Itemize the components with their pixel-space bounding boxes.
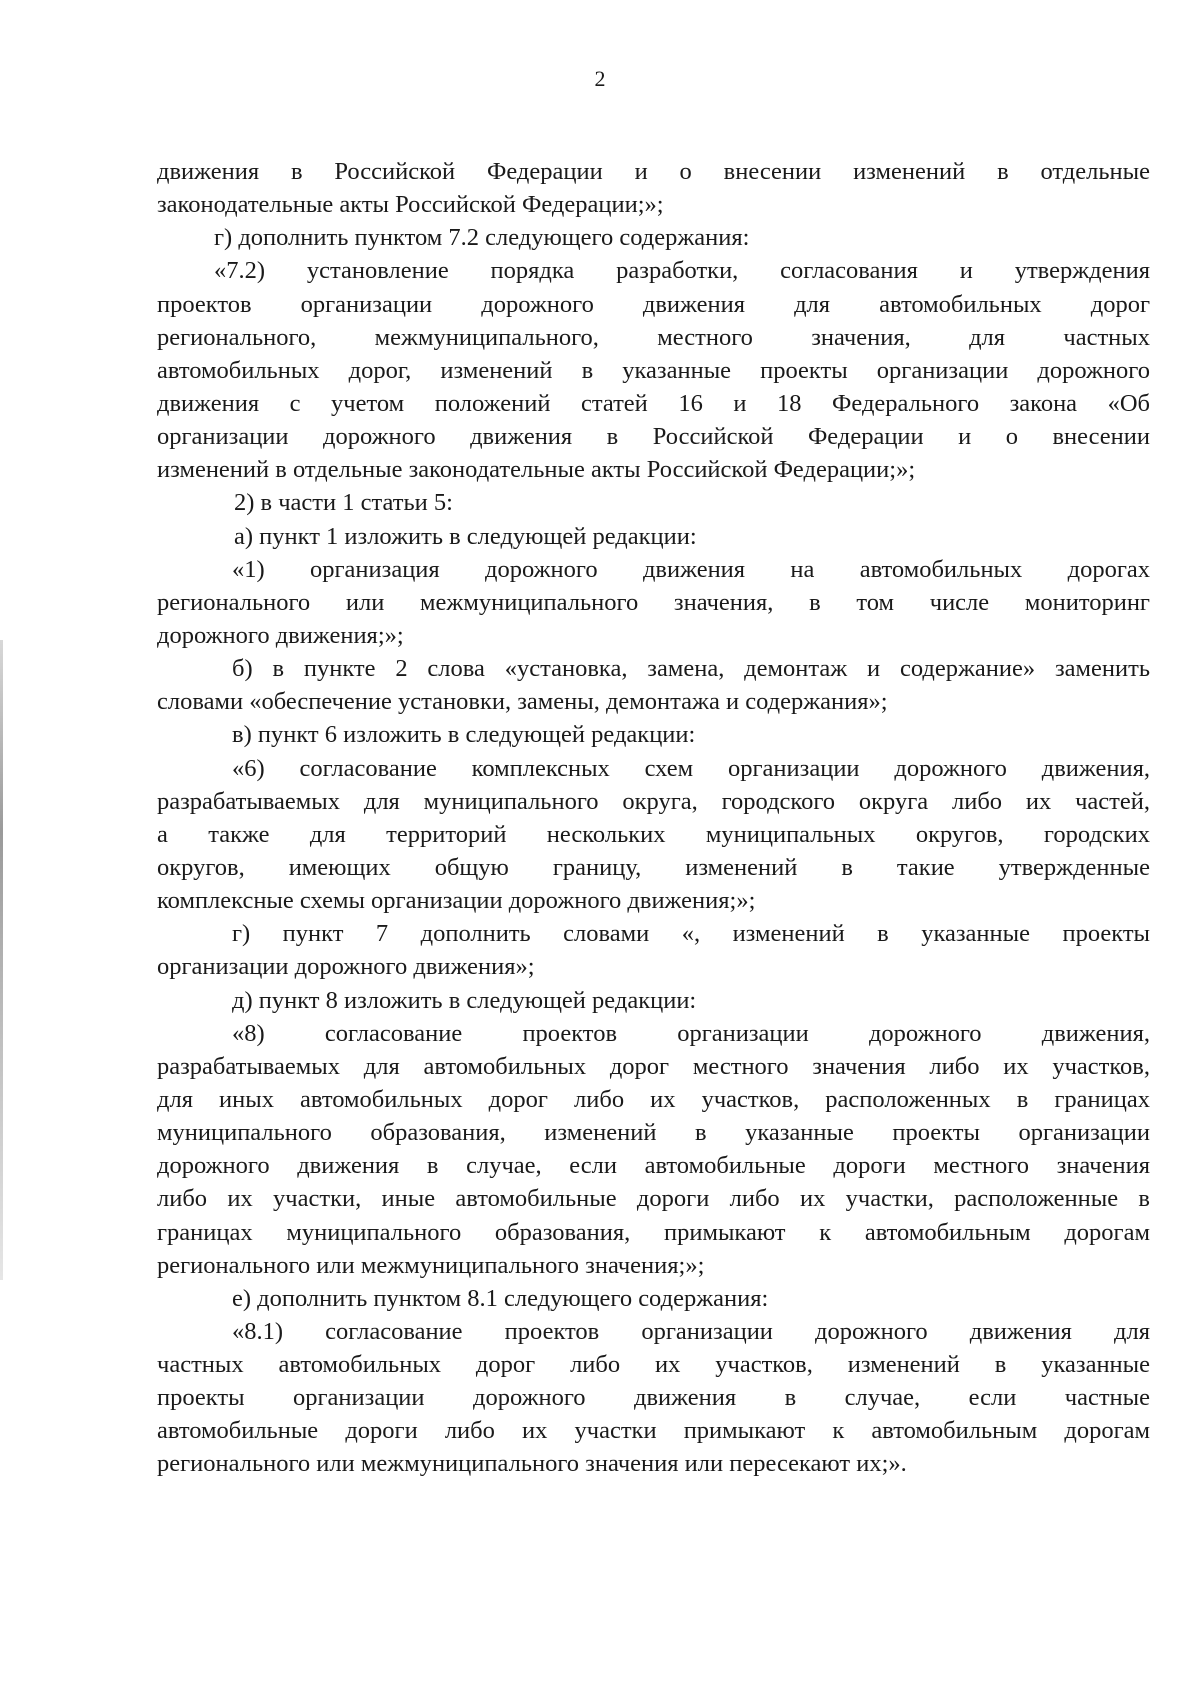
text-line: «6) согласование комплексных схем организации дорожного движения, [232,754,1150,782]
text-line: г) дополнить пунктом 7.2 следующего содержания: [214,224,750,252]
text-line: комплексные схемы организации дорожного движения;»; [157,887,756,915]
text-line: регионального или межмуниципального значения, в том числе мониторинг [157,588,1150,616]
text-line: разрабатываемых для автомобильных дорог местного значения либо их участков, [157,1052,1150,1080]
text-line: автомобильные дороги либо их участки примыкают к автомобильным дорогам [157,1417,1150,1445]
text-line: проектов организации дорожного движения для автомобильных дорог [157,290,1150,318]
text-line: округов, имеющих общую границу, изменений в такие утвержденные [157,853,1150,881]
text-line: регионального или межмуниципального значения;»; [157,1251,705,1279]
text-line: е) дополнить пунктом 8.1 следующего содержания: [232,1284,769,1312]
text-line: д) пункт 8 изложить в следующей редакции: [232,986,697,1014]
text-line: автомобильных дорог, изменений в указанные проекты организации дорожного [157,356,1150,384]
text-line: либо их участки, иные автомобильные дороги либо их участки, расположенные в [157,1185,1150,1213]
text-line: а) пункт 1 изложить в следующей редакции: [234,522,697,550]
text-line: изменений в отдельные законодательные акты Российской Федерации;»; [157,456,916,484]
text-line: «8.1) согласование проектов организации дорожного движения для [232,1317,1150,1345]
text-line: регионального, межмуниципального, местного значения, для частных [157,323,1150,351]
text-line: регионального или межмуниципального значения или пересекают их;». [157,1450,907,1478]
text-line: организации дорожного движения в Российской Федерации и о внесении [157,423,1150,451]
text-line: организации дорожного движения»; [157,953,535,981]
text-line: а также для территорий нескольких муниципальных округов, городских [157,820,1150,848]
text-line: 2) в части 1 статьи 5: [234,489,453,517]
text-line: для иных автомобильных дорог либо их участков, расположенных в границах [157,1085,1150,1113]
page-number: 2 [594,66,606,91]
text-line: «1) организация дорожного движения на автомобильных дорогах [232,555,1150,583]
text-line: словами «обеспечение установки, замены, демонтажа и содержания»; [157,688,888,716]
text-line: «7.2) установление порядка разработки, согласования и утверждения [214,257,1150,285]
text-line: движения с учетом положений статей 16 и 18 Федерального закона «Об [157,389,1150,417]
text-line: частных автомобильных дорог либо их участков, изменений в указанные [157,1351,1150,1379]
text-line: муниципального образования, изменений в указанные проекты организации [157,1119,1150,1147]
text-line: «8) согласование проектов организации дорожного движения, [232,1019,1150,1047]
scan-edge-shadow [0,640,3,1280]
text-line: б) в пункте 2 слова «установка, замена, демонтаж и содержание» заменить [232,655,1150,683]
text-line: дорожного движения в случае, если автомобильные дороги местного значения [157,1152,1150,1180]
text-line: г) пункт 7 дополнить словами «, изменений в указанные проекты [232,920,1150,948]
text-line: разрабатываемых для муниципального округа, городского округа либо их частей, [157,787,1150,815]
text-line: проекты организации дорожного движения в случае, если частные [157,1384,1150,1412]
text-line: дорожного движения;»; [157,621,404,649]
text-line: в) пункт 6 изложить в следующей редакции: [232,721,696,749]
text-line: границах муниципального образования, примыкают к автомобильным дорогам [157,1218,1150,1246]
text-line: движения в Российской Федерации и о внесении изменений в отдельные [157,158,1150,185]
text-line: законодательные акты Российской Федерации;»; [157,191,664,219]
document-body [157,155,1150,1481]
